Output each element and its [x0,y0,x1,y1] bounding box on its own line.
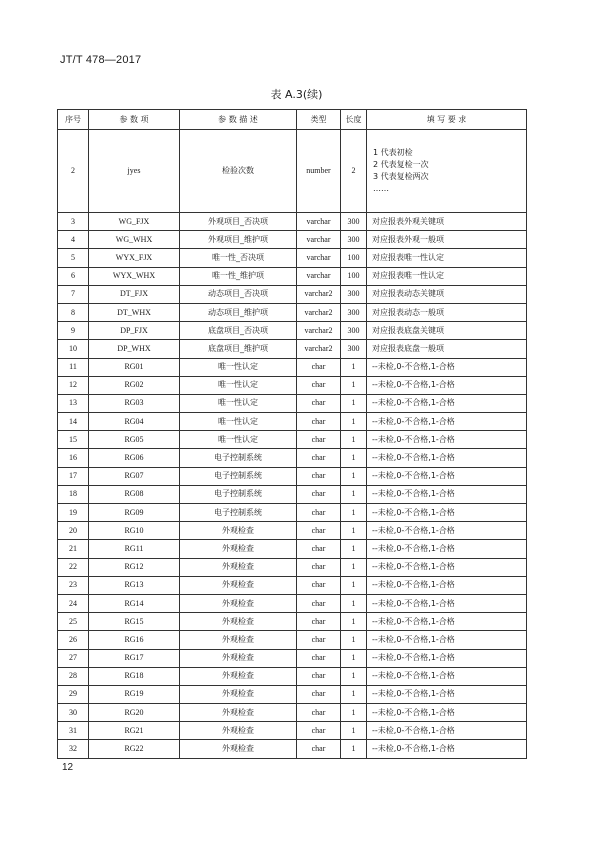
cell-data-type: varchar2 [297,303,341,321]
cell-row-index: 6 [58,267,89,285]
cell-parameter-name: WYX_WHX [89,267,180,285]
cell-row-index: 7 [58,285,89,303]
cell-parameter-description: 外观检查 [180,613,297,631]
cell-fill-requirement: --未检,0-不合格,1-合格 [367,685,527,703]
cell-row-index: 28 [58,667,89,685]
cell-field-length: 1 [341,576,367,594]
cell-fill-requirement: 对应报表底盘关键项 [367,322,527,340]
cell-data-type: number [297,130,341,213]
cell-fill-requirement: --未检,0-不合格,1-合格 [367,558,527,576]
cell-data-type: char [297,504,341,522]
table-row [58,594,527,612]
table-row [58,485,527,503]
cell-fill-requirement: --未检,0-不合格,1-合格 [367,431,527,449]
table-row [58,631,527,649]
table-title: 表 A.3(续) [270,88,323,101]
document-code-header: JT/T 478—2017 [60,54,142,66]
cell-fill-requirement: --未检,0-不合格,1-合格 [367,485,527,503]
cell-data-type: char [297,740,341,758]
cell-data-type: varchar [297,213,341,231]
cell-parameter-description: 唯一性认定 [180,394,297,412]
table-row [58,722,527,740]
table-row [58,267,527,285]
cell-fill-requirement [367,130,527,213]
cell-field-length: 1 [341,685,367,703]
cell-fill-requirement: --未检,0-不合格,1-合格 [367,376,527,394]
cell-row-index: 31 [58,722,89,740]
table-row [58,130,527,213]
table-row [58,667,527,685]
cell-field-length: 1 [341,485,367,503]
table-body [58,130,527,759]
page-number: 12 [62,762,74,773]
table-row [58,413,527,431]
cell-fill-requirement: --未检,0-不合格,1-合格 [367,358,527,376]
cell-row-index: 13 [58,394,89,412]
requirement-line: …… [373,184,389,193]
cell-row-index: 9 [58,322,89,340]
cell-data-type: char [297,704,341,722]
cell-parameter-name: RG05 [89,431,180,449]
cell-field-length: 1 [341,358,367,376]
cell-parameter-name: DT_FJX [89,285,180,303]
cell-parameter-name: RG09 [89,504,180,522]
cell-data-type: char [297,449,341,467]
cell-field-length: 1 [341,704,367,722]
cell-data-type: char [297,413,341,431]
cell-parameter-description: 底盘项目_维护项 [180,340,297,358]
cell-parameter-description: 唯一性认定 [180,413,297,431]
cell-fill-requirement: 对应报表动态关键项 [367,285,527,303]
cell-parameter-description: 外观检查 [180,740,297,758]
cell-parameter-description: 外观项目_维护项 [180,231,297,249]
table-row [58,449,527,467]
cell-field-length: 1 [341,740,367,758]
cell-field-length: 100 [341,267,367,285]
cell-fill-requirement: 对应报表唯一性认定 [367,249,527,267]
cell-field-length: 1 [341,431,367,449]
cell-row-index: 8 [58,303,89,321]
cell-parameter-description: 外观检查 [180,722,297,740]
cell-parameter-description: 外观检查 [180,558,297,576]
cell-field-length: 1 [341,540,367,558]
cell-data-type: varchar [297,267,341,285]
cell-parameter-description: 唯一性认定 [180,376,297,394]
cell-row-index: 25 [58,613,89,631]
cell-parameter-name: DP_WHX [89,340,180,358]
cell-row-index: 11 [58,358,89,376]
column-header-description: 参 数 描 述 [180,110,297,130]
cell-parameter-name: RG11 [89,540,180,558]
requirement-line: 3 代表复检两次 [373,172,429,181]
column-header-requirement: 填 写 要 求 [367,110,527,130]
table-row [58,231,527,249]
cell-row-index: 22 [58,558,89,576]
cell-row-index: 21 [58,540,89,558]
cell-field-length: 100 [341,249,367,267]
cell-parameter-description: 唯一性认定 [180,358,297,376]
cell-data-type: char [297,558,341,576]
cell-field-length: 1 [341,504,367,522]
table-row [58,522,527,540]
table-row [58,340,527,358]
cell-parameter-description: 外观项目_否决项 [180,213,297,231]
table-row [58,704,527,722]
cell-row-index: 19 [58,504,89,522]
cell-fill-requirement: 对应报表外观关键项 [367,213,527,231]
cell-parameter-description: 唯一性_维护项 [180,267,297,285]
cell-fill-requirement: 对应报表动态一般项 [367,303,527,321]
cell-data-type: char [297,522,341,540]
cell-field-length: 300 [341,213,367,231]
cell-parameter-name: RG20 [89,704,180,722]
cell-row-index: 12 [58,376,89,394]
cell-fill-requirement: --未检,0-不合格,1-合格 [367,522,527,540]
table-row [58,685,527,703]
cell-data-type: char [297,394,341,412]
cell-fill-requirement: --未检,0-不合格,1-合格 [367,467,527,485]
table-row [58,285,527,303]
cell-row-index: 5 [58,249,89,267]
cell-fill-requirement: --未检,0-不合格,1-合格 [367,649,527,667]
cell-row-index: 20 [58,522,89,540]
cell-field-length: 300 [341,340,367,358]
cell-row-index: 15 [58,431,89,449]
cell-row-index: 27 [58,649,89,667]
cell-parameter-description: 唯一性_否决项 [180,249,297,267]
cell-parameter-name: RG08 [89,485,180,503]
cell-parameter-description: 外观检查 [180,540,297,558]
cell-parameter-description: 外观检查 [180,594,297,612]
requirement-line: 1 代表初检 [373,148,413,157]
table-row [58,358,527,376]
cell-row-index: 3 [58,213,89,231]
cell-field-length: 1 [341,467,367,485]
cell-parameter-description: 外观检查 [180,704,297,722]
cell-data-type: char [297,649,341,667]
cell-field-length: 300 [341,285,367,303]
cell-data-type: char [297,467,341,485]
cell-fill-requirement: --未检,0-不合格,1-合格 [367,504,527,522]
column-header-length: 长度 [341,110,367,130]
cell-data-type: char [297,613,341,631]
cell-field-length: 1 [341,376,367,394]
cell-fill-requirement: --未检,0-不合格,1-合格 [367,594,527,612]
cell-parameter-name: RG03 [89,394,180,412]
cell-row-index: 16 [58,449,89,467]
cell-parameter-description: 外观检查 [180,667,297,685]
cell-field-length: 1 [341,594,367,612]
table-row [58,576,527,594]
cell-parameter-description: 唯一性认定 [180,431,297,449]
cell-parameter-name: RG02 [89,376,180,394]
cell-parameter-name: RG06 [89,449,180,467]
cell-fill-requirement: --未检,0-不合格,1-合格 [367,540,527,558]
table-row [58,613,527,631]
cell-parameter-description: 电子控制系统 [180,485,297,503]
cell-parameter-name: RG22 [89,740,180,758]
cell-row-index: 26 [58,631,89,649]
cell-data-type: char [297,667,341,685]
cell-data-type: char [297,376,341,394]
cell-data-type: char [297,431,341,449]
parameter-table [57,109,527,759]
cell-row-index: 2 [58,130,89,213]
cell-row-index: 24 [58,594,89,612]
cell-parameter-name: RG17 [89,649,180,667]
cell-data-type: varchar2 [297,285,341,303]
table-row [58,558,527,576]
cell-parameter-description: 电子控制系统 [180,504,297,522]
column-header-parameter: 参 数 项 [89,110,180,130]
cell-row-index: 14 [58,413,89,431]
cell-data-type: char [297,631,341,649]
requirement-line: 2 代表复检一次 [373,160,429,169]
cell-field-length: 1 [341,522,367,540]
table-row [58,431,527,449]
cell-data-type: char [297,594,341,612]
cell-parameter-name: RG07 [89,467,180,485]
cell-data-type: char [297,685,341,703]
cell-field-length: 1 [341,558,367,576]
cell-row-index: 18 [58,485,89,503]
cell-parameter-description: 检验次数 [180,130,297,213]
cell-fill-requirement: --未检,0-不合格,1-合格 [367,449,527,467]
cell-field-length: 1 [341,413,367,431]
cell-data-type: char [297,722,341,740]
cell-data-type: char [297,358,341,376]
cell-fill-requirement: --未检,0-不合格,1-合格 [367,413,527,431]
cell-fill-requirement: 对应报表外观一般项 [367,231,527,249]
cell-fill-requirement: --未检,0-不合格,1-合格 [367,740,527,758]
table-row [58,322,527,340]
cell-parameter-name: RG13 [89,576,180,594]
cell-row-index: 17 [58,467,89,485]
cell-parameter-description: 底盘项目_否决项 [180,322,297,340]
table-row [58,394,527,412]
cell-data-type: char [297,540,341,558]
cell-fill-requirement: --未检,0-不合格,1-合格 [367,722,527,740]
table-row [58,540,527,558]
cell-row-index: 32 [58,740,89,758]
cell-parameter-name: jyes [89,130,180,213]
cell-parameter-description: 外观检查 [180,576,297,594]
table-row [58,376,527,394]
cell-fill-requirement: --未检,0-不合格,1-合格 [367,394,527,412]
cell-parameter-name: RG01 [89,358,180,376]
cell-parameter-description: 电子控制系统 [180,449,297,467]
cell-parameter-description: 外观检查 [180,649,297,667]
cell-data-type: varchar2 [297,322,341,340]
cell-data-type: char [297,576,341,594]
cell-parameter-name: WG_WHX [89,231,180,249]
column-header-type: 类型 [297,110,341,130]
cell-data-type: varchar [297,231,341,249]
cell-field-length: 1 [341,394,367,412]
cell-parameter-description: 外观检查 [180,522,297,540]
table-header-row [58,110,527,130]
cell-row-index: 10 [58,340,89,358]
table-row [58,213,527,231]
cell-parameter-name: RG10 [89,522,180,540]
cell-field-length: 1 [341,449,367,467]
cell-parameter-name: RG15 [89,613,180,631]
cell-data-type: varchar [297,249,341,267]
table-row [58,467,527,485]
cell-field-length: 1 [341,667,367,685]
cell-parameter-name: RG12 [89,558,180,576]
cell-field-length: 1 [341,649,367,667]
cell-field-length: 2 [341,130,367,213]
cell-data-type: char [297,485,341,503]
cell-parameter-name: RG04 [89,413,180,431]
cell-field-length: 300 [341,231,367,249]
cell-parameter-description: 外观检查 [180,685,297,703]
cell-fill-requirement: 对应报表唯一性认定 [367,267,527,285]
cell-row-index: 23 [58,576,89,594]
cell-fill-requirement: 对应报表底盘一般项 [367,340,527,358]
cell-parameter-name: RG16 [89,631,180,649]
table-row [58,249,527,267]
cell-fill-requirement: --未检,0-不合格,1-合格 [367,704,527,722]
cell-parameter-description: 动态项目_否决项 [180,285,297,303]
cell-parameter-name: DT_WHX [89,303,180,321]
cell-data-type: varchar2 [297,340,341,358]
cell-row-index: 29 [58,685,89,703]
cell-fill-requirement: --未检,0-不合格,1-合格 [367,613,527,631]
cell-parameter-description: 动态项目_维护项 [180,303,297,321]
cell-parameter-name: RG19 [89,685,180,703]
cell-fill-requirement: --未检,0-不合格,1-合格 [367,576,527,594]
cell-fill-requirement: --未检,0-不合格,1-合格 [367,667,527,685]
cell-parameter-description: 电子控制系统 [180,467,297,485]
table-row [58,740,527,758]
cell-row-index: 4 [58,231,89,249]
table-row [58,504,527,522]
table-row [58,303,527,321]
cell-field-length: 300 [341,303,367,321]
cell-row-index: 30 [58,704,89,722]
cell-field-length: 1 [341,722,367,740]
cell-parameter-name: WYX_FJX [89,249,180,267]
cell-parameter-name: DP_FJX [89,322,180,340]
cell-parameter-name: RG18 [89,667,180,685]
table-row [58,649,527,667]
cell-parameter-name: WG_FJX [89,213,180,231]
cell-field-length: 300 [341,322,367,340]
cell-field-length: 1 [341,613,367,631]
cell-fill-requirement: --未检,0-不合格,1-合格 [367,631,527,649]
cell-parameter-name: RG14 [89,594,180,612]
cell-field-length: 1 [341,631,367,649]
cell-parameter-name: RG21 [89,722,180,740]
column-header-index: 序号 [58,110,89,130]
cell-parameter-description: 外观检查 [180,631,297,649]
